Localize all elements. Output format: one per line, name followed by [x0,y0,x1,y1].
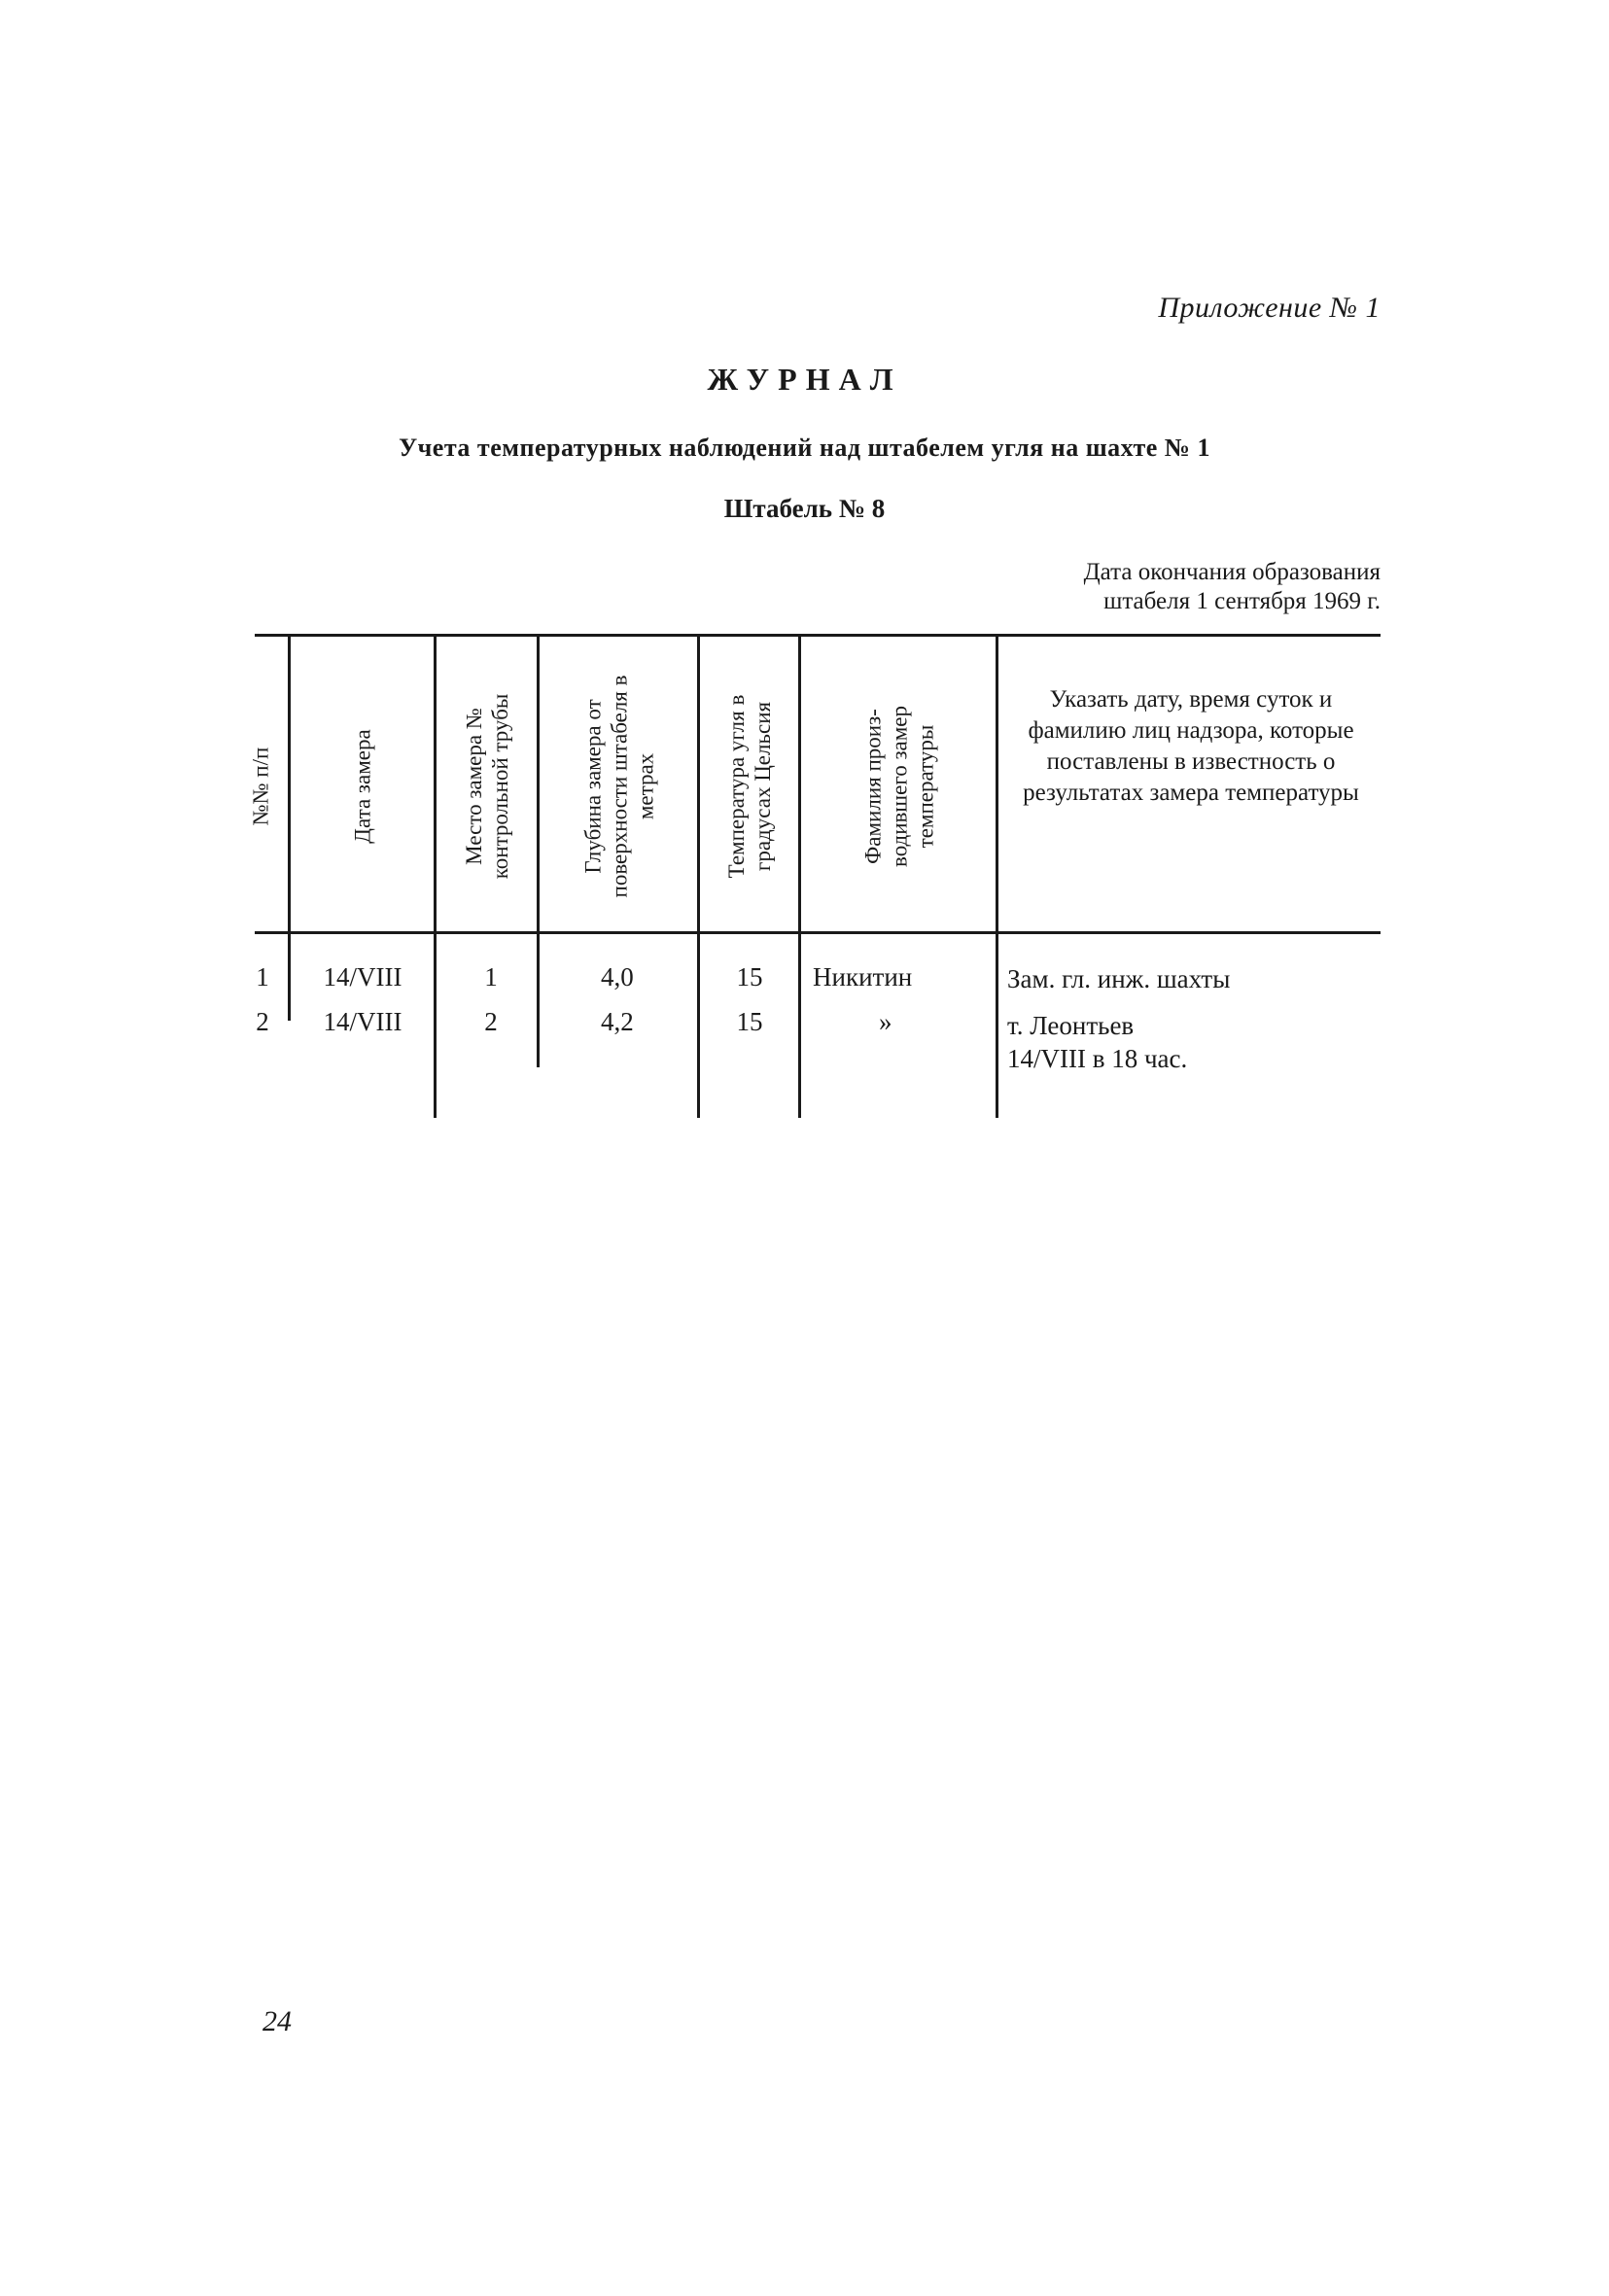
column-header-date: Дата замера [350,729,375,844]
table-cell-depth: 4,2 [601,1007,634,1036]
table-cell-depth: 4,0 [601,962,634,991]
appendix-label: Приложение № 1 [1158,292,1381,324]
table-header-rule [255,931,1381,934]
table-cell-notice: т. Леонтьев [1007,1011,1135,1040]
table-cell-date: 14/VIII [323,962,402,991]
column-header-measurer: Фамилия произ- водившего замер температуры [860,706,937,867]
column-header-temperature: Температура угля в градусах Цельсия [723,694,775,879]
table-cell-temperature: 15 [736,962,763,991]
completion-date-line-1: Дата окончания образования [1083,559,1381,585]
page-number: 24 [262,2005,292,2037]
column-divider [537,634,540,1067]
completion-date-line-2: штабеля 1 сентября 1969 г. [1103,588,1381,614]
column-header-number: №№ п/п [248,747,273,826]
completion-date [875,558,1381,616]
column-header-depth: Глубина замера от поверхности штабеля в метрах [580,675,657,898]
column-header-notice: Указать дату, время суток и фамилию лиц надзора, которые поставлены в известность о результатах замера температуры [1023,686,1359,806]
table-cell-measurer: » [879,1007,892,1036]
table-cell-measurer: Никитин [813,962,913,991]
table-cell-date: 14/VIII [323,1007,402,1036]
table-cell-notice: Зам. гл. инж. шахты [1007,964,1231,993]
table-cell-pipe: 2 [484,1007,498,1036]
document-title: ЖУРНАЛ [707,362,902,397]
column-divider [798,634,801,1118]
table-cell-pipe: 1 [484,962,498,991]
document-subtitle: Учета температурных наблюдений над штабелем угля на шахте № 1 [399,434,1210,462]
table-top-rule [255,634,1381,637]
table-cell-number: 1 [256,962,269,991]
table-cell-notice-continued: 14/VIII в 18 час. [1007,1044,1188,1073]
column-header-pipe: Место замера № контрольной трубы [461,693,512,880]
stack-number: Штабель № 8 [723,494,886,523]
column-divider [288,634,291,1021]
table-cell-number: 2 [256,1007,269,1036]
column-divider [996,634,998,1118]
table-cell-temperature: 15 [736,1007,763,1036]
